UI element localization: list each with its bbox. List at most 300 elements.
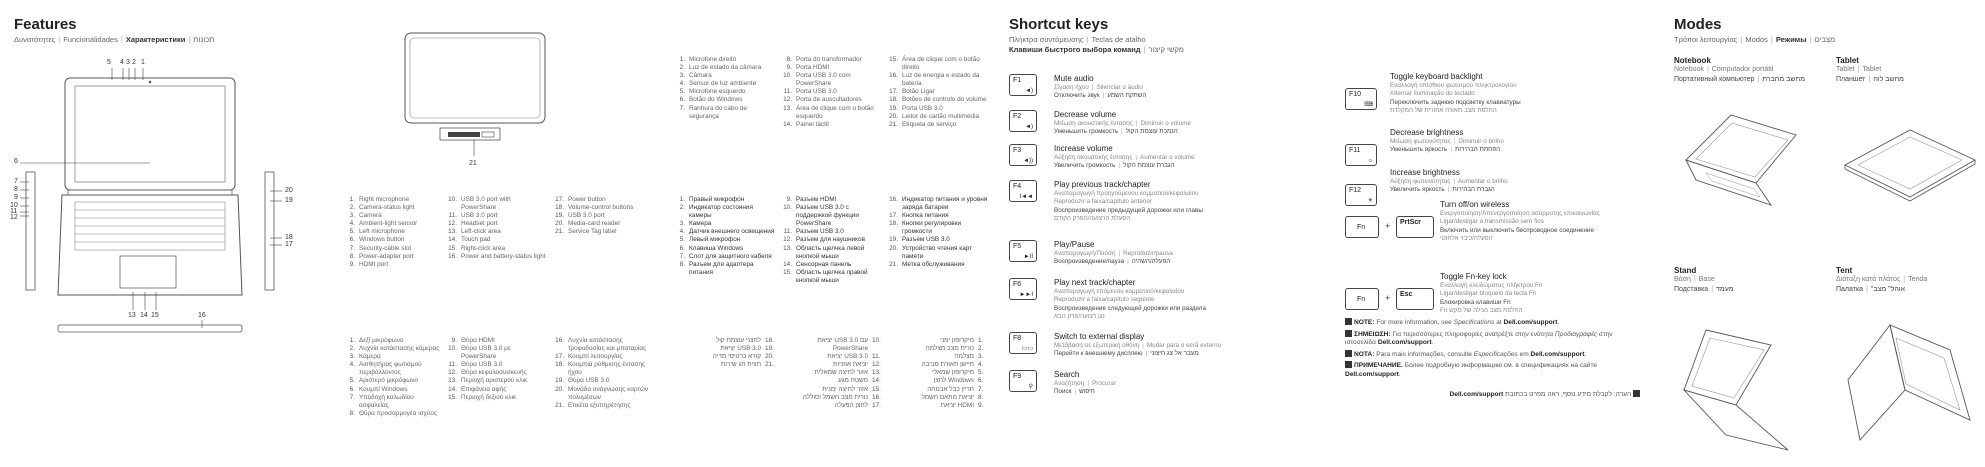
feature-list-item: [782, 64, 882, 72]
translation-portuguese: Aumentar o brilho: [1457, 178, 1508, 185]
features-list-en-col1: [345, 196, 440, 269]
feature-item-label: Υποδοχή καλωδίου ασφαλείας: [359, 393, 414, 409]
feature-list-item: [675, 353, 775, 361]
features-list-ru-col2: [782, 196, 882, 285]
translation-greek: Μετάβαση σε εξωτερική οθόνη: [1054, 342, 1140, 349]
feature-list-item: [782, 353, 882, 361]
feature-item-number: 12.: [448, 369, 457, 377]
feature-list-item: [675, 64, 775, 72]
plus-sign: +: [1385, 221, 1391, 231]
feature-item-label: Ambient-light sensor: [359, 220, 418, 228]
feature-item-number: 6.: [349, 385, 355, 393]
key-label: F10: [1349, 91, 1362, 98]
feature-list-item: [554, 337, 654, 353]
feature-list-item: [675, 196, 775, 204]
feature-item-label: Индикатор питания и уровня заряда батареи: [902, 196, 988, 212]
note-line: [1345, 330, 1645, 348]
feature-list-item: [447, 337, 547, 345]
shortcut-title: Toggle Fn-key lock: [1440, 272, 1507, 281]
translation-russian: Включить или выключить беспроводное соединение: [1440, 226, 1595, 234]
feature-item-label: Λυχνία κατάστασης τροφοδοσίας και μπαταρίας: [568, 337, 647, 353]
translation-russian: Воспроизведение следующей дорожки или раздела: [1054, 304, 1206, 312]
shortcut-title: Play next track/chapter: [1054, 278, 1136, 287]
feature-item-number: 5.: [349, 228, 355, 236]
modes-subtitle: Τρόποι λειτουργίας | Modos | Режимы | מצבים: [1674, 35, 1836, 44]
key-fn-icon: [1345, 288, 1379, 310]
feature-item-number: 14.: [448, 236, 457, 244]
translation-portuguese: Reproduzir a faixa/capítulo seguinte: [1054, 296, 1155, 304]
mode-tablet-name: Tablet: [1836, 56, 1859, 65]
feature-list-item: [345, 345, 440, 353]
feature-item-label: חיישן תאורת סביבה: [921, 361, 974, 369]
feature-item-number: 9.: [349, 260, 355, 268]
feature-item-number: 12.: [783, 236, 792, 244]
feature-item-number: 16.: [889, 72, 898, 80]
feature-item-number: 6.: [679, 96, 685, 104]
callout-5: 5: [107, 59, 111, 66]
feature-item-number: 16.: [872, 393, 881, 401]
feature-item-label: Αισθητήρας φωτισμού περιβάλλοντος: [359, 361, 422, 377]
feature-item-label: Touch pad: [461, 236, 491, 244]
feature-item-number: 15.: [448, 244, 457, 252]
feature-item-number: 2.: [679, 64, 685, 72]
note-text-2: em: [1517, 350, 1531, 358]
feature-item-label: אזור לחיצה שמאלית: [814, 369, 868, 377]
feature-list-item: [345, 228, 440, 236]
feature-item-label: Камера: [689, 220, 712, 228]
features-list-ru-col1: [675, 196, 775, 277]
feature-item-label: Power-adapter port: [359, 252, 414, 260]
feature-list-item: [345, 261, 440, 269]
feature-list-item: [447, 196, 547, 212]
key-f9-icon: [1009, 370, 1037, 392]
key-label: Esc: [1400, 291, 1413, 298]
key-f8-icon: [1009, 332, 1037, 354]
translation-greek: Ενεργοποίηση/Απενεργοποίηση ασύρματης επικοινωνίας: [1440, 210, 1600, 217]
feature-item-label: Клавиша Windows: [689, 244, 744, 252]
feature-item-number: 3.: [349, 212, 355, 220]
shortcut-title: Play previous track/chapter: [1054, 180, 1151, 189]
feature-item-label: Power button: [568, 196, 606, 203]
feature-list-item: [447, 394, 547, 402]
key-glyph: ◄): [1025, 124, 1033, 130]
callout-11: 11: [10, 208, 18, 215]
shortcut-f9: [1054, 370, 1304, 397]
note-icon: [1345, 330, 1352, 337]
feature-item-number: 20.: [889, 244, 898, 252]
key-f11-icon: [1345, 144, 1377, 166]
feature-item-number: 9.: [786, 64, 792, 72]
feature-list-item: [888, 386, 988, 394]
feature-item-label: Разъем для наушников: [796, 236, 865, 244]
feature-item-label: Área de clique com o botão direito: [902, 56, 980, 72]
feature-list-item: [675, 56, 775, 64]
translation-russian: Отключить звук: [1054, 92, 1100, 100]
feature-item-number: 18.: [765, 337, 774, 344]
key-label: F9: [1013, 373, 1022, 380]
feature-item-label: יציאת HDMI: [940, 401, 974, 409]
plus-sign: +: [1385, 293, 1391, 303]
feature-list-item: [888, 261, 988, 269]
key-fn-icon: [1345, 216, 1379, 238]
shortcut-translation: Поиск | חיפוש: [1054, 388, 1095, 396]
feature-item-label: נורית מצב מצלמה: [925, 345, 974, 353]
note-text: Более подробную информацию см. в спецификациях на сайте: [1402, 362, 1598, 370]
dell-support-link[interactable]: Dell.com/support: [1503, 319, 1558, 326]
mode-stand-name: Stand: [1674, 266, 1697, 275]
features-list-en-col3: [554, 196, 644, 236]
feature-list-item: [888, 212, 988, 220]
key-glyph: ►►I: [1019, 292, 1033, 298]
translation-hebrew: השתקת השמע: [1107, 92, 1147, 100]
feature-item-label: יציאת USB 3.0 עם PowerShare: [817, 337, 868, 353]
note-icon: [1345, 318, 1352, 325]
feature-item-label: Метка обслуживания: [902, 260, 965, 268]
feature-item-number: 18.: [555, 361, 564, 369]
shortcut-combo: [1440, 272, 1690, 316]
feature-item-number: 15.: [448, 393, 457, 401]
callout-9: 9: [14, 194, 18, 201]
feature-item-label: Разъем USB 3.0: [902, 236, 950, 244]
feature-item-label: תווית תג שירות: [720, 361, 761, 369]
feature-item-label: Слот для защитного кабеля: [689, 252, 772, 260]
translation-hebrew: הגברת הבהירות: [1452, 186, 1495, 194]
shortcut-f5: [1054, 240, 1304, 267]
translation-portuguese: Aumentar o volume: [1140, 154, 1195, 161]
feature-list-item: [782, 394, 882, 402]
shortcut-translation: Αύξηση ακουστικής έντασης | Aumentar o volume: [1054, 154, 1195, 161]
feature-list-item: [554, 377, 654, 385]
feature-item-number: 20.: [889, 112, 898, 120]
note-text: Για περισσότερες πληροφορίες ανατρέξτε στην ενότητα: [1390, 330, 1555, 338]
translation-greek: Σίγαση ήχου: [1054, 84, 1089, 91]
features-list-pt-col1: [675, 56, 775, 121]
feature-item-number: 8.: [679, 260, 685, 268]
feature-item-label: מצלמה: [954, 353, 974, 361]
mode-tent: Tent Διάταξη κατά πλάτος | Tenda Палатка | "אוהל" מצב: [1836, 266, 1981, 295]
translation-portuguese: Silenciar o áudio: [1096, 84, 1144, 91]
shortcut-f3: [1054, 144, 1304, 171]
feature-list-item: [888, 113, 988, 121]
callout-7: 7: [14, 178, 18, 185]
feature-item-label: Botão Ligar: [902, 88, 935, 96]
shortcuts-subtitle-a: Πλήκτρα συντόμευσης | Teclas de atalho: [1009, 35, 1146, 44]
feature-item-number: 3.: [349, 353, 355, 361]
shortcut-f6: [1054, 278, 1304, 322]
shortcut-title: Play/Pause: [1054, 240, 1095, 249]
feature-item-label: Область щелчка левой кнопкой мыши: [796, 244, 865, 260]
feature-item-label: Porta USB 3.0: [796, 88, 837, 96]
feature-item-label: Область щелчка правой кнопкой мыши: [796, 268, 868, 284]
front-edge-view: [58, 325, 242, 332]
key-label: F2: [1013, 113, 1022, 120]
key-f1-icon: [1009, 74, 1037, 96]
shortcut-translation: Μείωση ακουστικής έντασης | Diminuir o volume: [1054, 120, 1191, 127]
feature-list-item: [447, 220, 547, 228]
feature-list-item: [888, 96, 988, 104]
feature-list-item: [888, 121, 988, 129]
note-label: NOTE:: [1354, 319, 1375, 326]
feature-item-label: Επιφάνεια αφής: [461, 385, 507, 393]
feature-item-label: Θύρα HDMI: [461, 337, 495, 344]
feature-list-item: [675, 253, 775, 261]
feature-item-number: 5.: [679, 236, 685, 244]
feature-item-number: 21.: [889, 120, 898, 128]
translation-russian: Уменьшить громкость: [1054, 128, 1119, 136]
shortcut-title: Search: [1054, 370, 1080, 379]
feature-list-item: [782, 96, 882, 104]
translation-portuguese: Diminuir o volume: [1140, 120, 1191, 127]
note-line: [1345, 350, 1645, 360]
feature-list-item: [782, 377, 882, 385]
key-f5-icon: [1009, 240, 1037, 262]
feature-item-label: Windows button: [359, 236, 405, 244]
feature-item-label: Headset port: [461, 220, 498, 228]
key-glyph: ◄)): [1023, 158, 1033, 164]
feature-item-label: Camera-status light: [359, 204, 415, 212]
feature-item-label: יציאת USB 3.0: [720, 345, 761, 353]
feature-list-item: [782, 56, 882, 64]
translation-portuguese: Diminuir o brilho: [1458, 138, 1504, 145]
feature-list-item: [345, 410, 440, 418]
key-f4-icon: [1009, 180, 1037, 202]
feature-list-item: [447, 253, 547, 261]
shortcut-f10: [1390, 72, 1640, 116]
key-label: F5: [1013, 243, 1022, 250]
feature-item-label: Разъем для адаптера питания: [689, 260, 754, 276]
callout-13: 13: [128, 312, 136, 319]
feature-item-number: 7.: [679, 104, 685, 112]
shortcut-title: Mute audio: [1054, 74, 1094, 83]
feature-item-label: Sensor de luz ambiente: [689, 80, 757, 88]
feature-item-number: 2.: [679, 204, 685, 212]
feature-item-number: 21.: [555, 401, 564, 409]
key-f2-icon: [1009, 110, 1037, 132]
feature-item-number: 8.: [349, 409, 355, 417]
shortcut-translation: [1054, 190, 1304, 198]
features-list-pt-col2: [782, 56, 882, 129]
translation-russian: Перейти к внешнему дисплею: [1054, 350, 1143, 358]
feature-item-number: 19.: [555, 377, 564, 385]
shortcut-f4: [1054, 180, 1304, 224]
touchpad: [120, 256, 176, 288]
feature-item-label: Porta HDMI: [796, 64, 830, 72]
dell-support-link[interactable]: Dell.com/support: [1345, 370, 1399, 378]
note-text-2: at: [1494, 319, 1504, 326]
feature-item-number: 3.: [978, 353, 984, 361]
feature-list-item: [782, 369, 882, 377]
note-text: Para mais informações, consulte: [1374, 350, 1474, 358]
feature-item-label: USB 3.0 port: [461, 212, 498, 220]
feature-item-label: Etiqueta de serviço: [902, 120, 957, 128]
feature-item-number: 8.: [978, 393, 984, 401]
feature-item-number: 4.: [978, 361, 984, 369]
feature-list-item: [447, 386, 547, 394]
callout-19: 19: [285, 197, 293, 204]
feature-item-number: 1.: [349, 196, 355, 203]
translation-portuguese: Reproduzir a faixa/capítulo anterior: [1054, 198, 1153, 206]
feature-item-label: נורית מצב חשמל וסוללה: [802, 393, 868, 401]
feature-item-label: לחצני עוצמת קול: [715, 337, 761, 344]
feature-list-item: [782, 72, 882, 88]
mode-notebook: Notebook Notebook | Computador portátil Портативный компьютер | מחשב מחברת: [1674, 56, 1834, 85]
feature-item-label: חריץ כבל אבטחה: [927, 385, 974, 393]
feature-item-label: USB 3.0 port: [568, 212, 605, 220]
shortcut-translation: Αναζήτηση | Procurar: [1054, 380, 1117, 387]
mode-notebook-name: Notebook: [1674, 56, 1711, 65]
translation-greek: Αναζήτηση: [1054, 380, 1085, 387]
note-italic: Προδιαγραφές: [1554, 330, 1598, 338]
shortcut-f2: [1054, 110, 1304, 137]
feature-item-number: 3.: [679, 220, 685, 228]
translation-russian: Переключить заднюю подсветку клавиатуры: [1390, 98, 1521, 106]
translation-hebrew: חיפוש: [1079, 388, 1095, 396]
key-label: F3: [1013, 147, 1022, 154]
feature-item-label: Θύρα προσαρμογέα ισχύος: [359, 409, 438, 417]
feature-item-label: Porta USB 3.0: [902, 104, 943, 112]
feature-item-label: Правый микрофон: [689, 196, 745, 203]
translation-hebrew: מעבר אל צג חיצוני: [1150, 350, 1199, 358]
shortcut-title: Decrease brightness: [1390, 128, 1464, 137]
key-f12-icon: [1345, 184, 1377, 206]
feature-item-label: Левый микрофон: [689, 236, 741, 244]
feature-item-number: 17.: [555, 353, 564, 361]
feature-item-number: 13.: [783, 244, 792, 252]
shortcuts-title: Shortcut keys: [1009, 16, 1109, 33]
feature-item-number: 5.: [978, 369, 984, 377]
feature-list-item: [888, 402, 988, 410]
note-text-2: στην ιστοσελίδα: [1345, 330, 1613, 347]
feature-item-number: 4.: [679, 80, 685, 88]
shortcut-f8: [1054, 332, 1304, 359]
key-glyph: ☼: [1367, 158, 1373, 164]
feature-item-label: Кнопка питания: [902, 212, 949, 220]
feature-item-label: Media-card reader: [568, 220, 621, 228]
translation-portuguese: Procurar: [1092, 380, 1117, 387]
mode-tent-name: Tent: [1836, 266, 1853, 275]
shortcut-f12: [1390, 168, 1640, 195]
feature-list-item: [554, 196, 644, 204]
laptop-bottom-illustration: [400, 28, 550, 178]
feature-item-label: Θύρα USB 3.0: [461, 361, 503, 369]
feature-list-item: [345, 196, 440, 204]
key-f10-icon: [1345, 88, 1377, 110]
note-italic: Especificações: [1473, 350, 1518, 358]
feature-item-label: Δεξί μικρόφωνο: [359, 337, 404, 344]
feature-list-item: [675, 204, 775, 220]
feature-item-label: Left microphone: [359, 228, 405, 236]
feature-list-item: [888, 345, 988, 353]
feature-item-number: 11.: [448, 212, 457, 220]
key-glyph: ⌨: [1364, 102, 1373, 108]
shortcut-translation: [1054, 296, 1304, 304]
feature-item-label: Θύρα USB 3.0: [568, 377, 610, 385]
feature-item-label: Μονάδα ανάγνωσης καρτών πολυμέσων: [568, 385, 649, 401]
feature-item-label: Service Tag label: [568, 228, 617, 236]
shortcut-title: Toggle keyboard backlight: [1390, 72, 1483, 81]
key-label: F11: [1349, 147, 1361, 154]
translation-russian: Воспроизведение/пауза: [1054, 258, 1125, 266]
feature-list-item: [782, 402, 882, 410]
feature-item-label: לחצן הפעלה: [834, 401, 868, 409]
shortcut-translation: Αναπαραγωγή/Παύση | Reproduzir/pausa: [1054, 250, 1173, 257]
key-label: Fn: [1357, 224, 1366, 231]
translation-hebrew: הפעלה/השהיה: [1131, 258, 1171, 266]
note-line: [1345, 318, 1645, 328]
feature-item-label: Λυχνία κατάστασης κάμερας: [359, 345, 440, 353]
shortcut-translation: Уменьшить яркость | הפחתת הבהירות: [1390, 146, 1501, 154]
feature-list-item: [447, 245, 547, 253]
feature-item-number: 1.: [679, 196, 685, 203]
translation-portuguese: Ligar/desligar a transmissão sem fios: [1440, 218, 1544, 226]
callout-18: 18: [285, 234, 293, 241]
feature-list-item: [782, 121, 882, 129]
feature-item-label: Porta USB 3.0 com PowerShare: [796, 72, 851, 88]
feature-item-label: Botão do Windows: [689, 96, 743, 104]
feature-item-label: Устройство чтения карт памяти: [902, 244, 973, 260]
shortcut-translation: Увеличить громкость | הגברת עוצמת הקול: [1054, 162, 1175, 170]
feature-item-number: 21.: [765, 361, 774, 369]
feature-item-label: Right microphone: [359, 196, 410, 203]
feature-item-number: 15.: [872, 385, 881, 393]
shortcut-title: Increase volume: [1054, 144, 1113, 153]
mode-stand: Stand Βάση | Base Подставка | מעמד: [1674, 266, 1834, 295]
dell-support-link[interactable]: Dell.com/support: [1377, 339, 1432, 347]
feature-item-number: 9.: [978, 401, 984, 409]
shortcut-translation: Μείωση φωτεινότητας | Diminuir o brilho: [1390, 138, 1504, 145]
feature-item-number: 13.: [448, 377, 457, 385]
translation-portuguese: Reproduzir/pausa: [1123, 250, 1173, 257]
shortcut-translation: Отключить звук | השתקת השמע: [1054, 92, 1147, 100]
feature-list-item: [675, 345, 775, 353]
feature-item-number: 13.: [783, 104, 792, 112]
keyboard-grid: [75, 202, 225, 250]
tent-mode-illustration: [1840, 310, 1980, 460]
note-line: [1345, 361, 1645, 379]
translation-russian: Уменьшить яркость: [1390, 146, 1448, 154]
feature-list-item: [554, 402, 654, 410]
translation-russian: Блокировка клавиши Fn: [1440, 298, 1511, 306]
translation-russian: Увеличить яркость: [1390, 186, 1445, 194]
feature-item-number: 4.: [679, 228, 685, 236]
feature-list-item: [888, 196, 988, 212]
feature-list-item: [345, 386, 440, 394]
features-list-he-col1: [888, 337, 988, 410]
callout-2: 2: [132, 59, 136, 66]
feature-item-label: Θύρα USB 3.0 με PowerShare: [461, 345, 511, 361]
stand-mode-illustration: [1676, 310, 1816, 460]
feature-list-item: [345, 253, 440, 261]
feature-item-number: 1.: [978, 337, 984, 344]
key-label: F6: [1013, 281, 1022, 288]
feature-item-number: 11.: [783, 88, 792, 96]
translation-greek: Εναλλαγή κλειδώματος πλήκτρου Fn: [1440, 282, 1543, 289]
feature-list-item: [345, 204, 440, 212]
translation-hebrew: הנמכת עוצמת הקול: [1125, 128, 1178, 136]
note-hebrew-link[interactable]: Dell.com/support: [1449, 391, 1504, 398]
feature-list-item: [675, 96, 775, 104]
features-title: Features: [14, 16, 77, 33]
tablet-mode-illustration: [1840, 105, 1980, 215]
translation-russian: Увеличить громкость: [1054, 162, 1116, 170]
feature-item-label: Microfone esquerdo: [689, 88, 746, 96]
dell-support-link[interactable]: Dell.com/support: [1530, 350, 1585, 358]
laptop-lid: [65, 78, 235, 190]
translation-hebrew: הגברת עוצמת הקול: [1123, 162, 1175, 170]
translation-hebrew: החלפת מצב תאורה אחורית של המקלדת: [1390, 107, 1497, 115]
feature-item-label: Câmara: [689, 72, 712, 80]
key-glyph: ►II: [1023, 254, 1033, 260]
